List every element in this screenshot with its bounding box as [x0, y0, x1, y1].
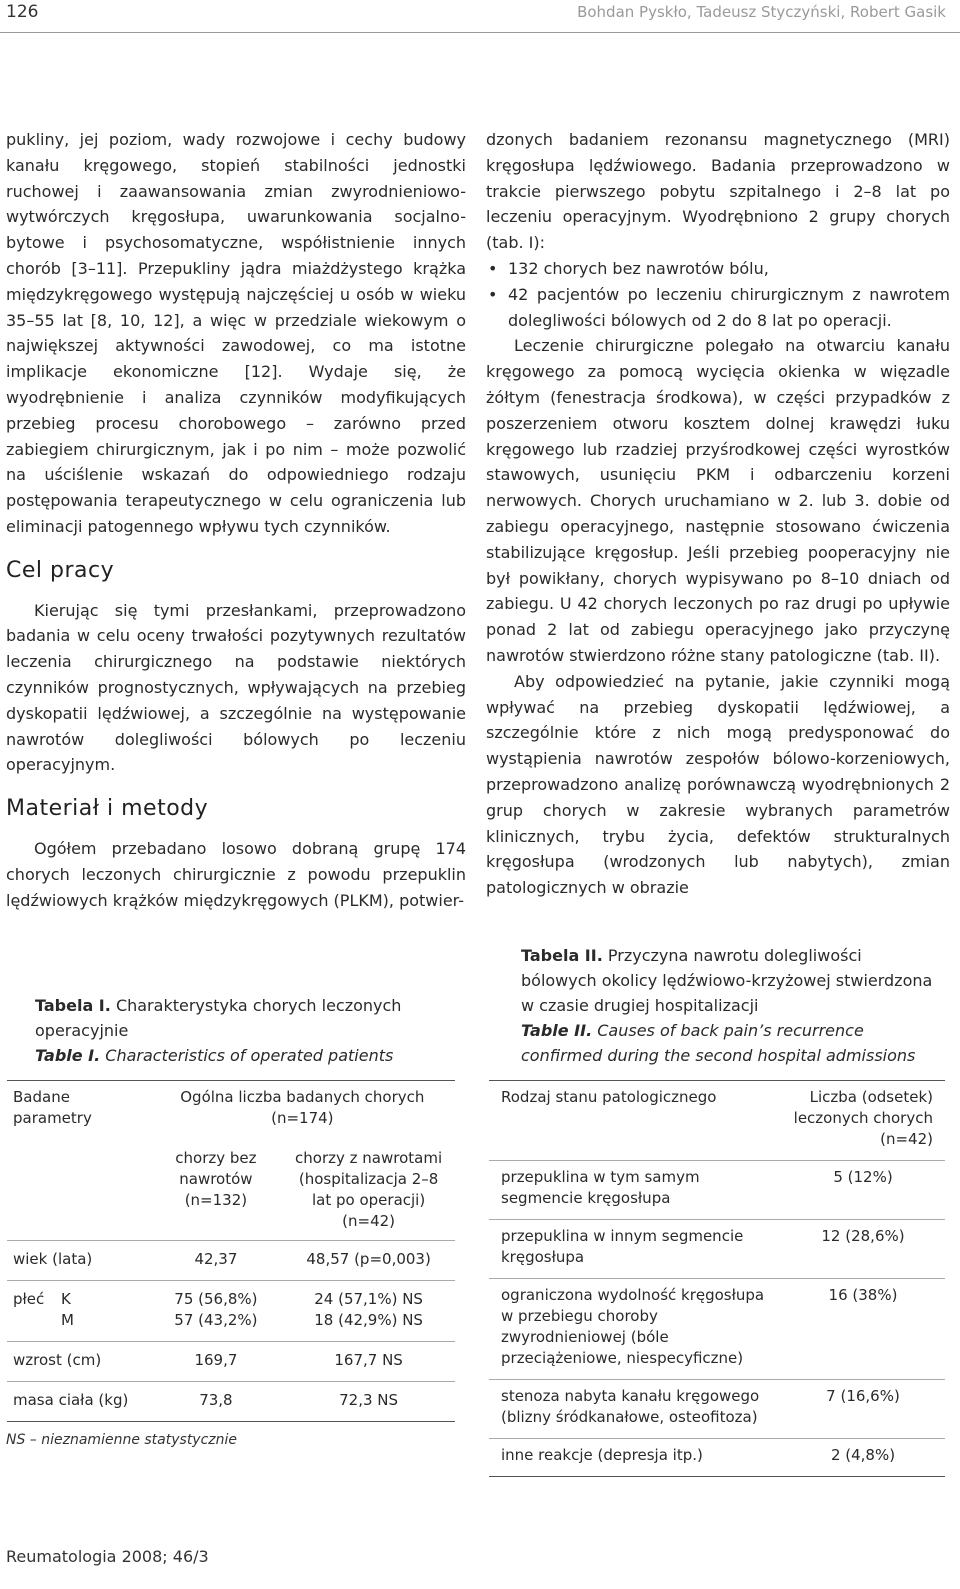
page-number: 126 [6, 2, 39, 22]
table-header: chorzy bez nawrotów (n=132) [175, 1149, 257, 1209]
table-row: ograniczona wydolność kręgosłupa w przebiegu choroby zwyrodnieniowej (bóle przeciążeniowe, niespecyficzne) 16 (38%) [489, 1279, 945, 1380]
group-list [486, 256, 950, 333]
section-heading-methods: Materiał i metody [6, 796, 209, 822]
analysis-paragraph: Aby odpowiedzieć na pytanie, jakie czynniki mogą wpływać na przebieg dyskopatii lędźwiowej, a szczególnie które z nich mogą predysponować do wystąpienia nawrotów zespołów bólowo-korzeniowych, przeprowadzono analizę porównawczą wyodrębnionych 2 grup chorych w zakresie wybranych parametrów klinicznych, trybu życia, defektów strukturalnych kręgosłupa (wrodzonych lub nabytych), zmian patologicznych w obrazie [486, 671, 950, 898]
table-header: Badane parametry [13, 1088, 92, 1127]
list-item: • 132 chorych bez nawrotów bólu, [488, 258, 769, 278]
table2-caption: Tabela II. Przyczyna nawrotu dolegliwości bólowych okolicy lędźwiowo-krzyżowej stwierdzona w czasie drugiej hospitalizacji Table II. Causes of back pain’s recurrence confirmed during the second hospital admissions [521, 946, 933, 1065]
table-header: chorzy z nawrotami (hospitalizacja 2–8 lat po operacji) (n=42) [295, 1149, 443, 1230]
left-column [6, 127, 466, 913]
surgery-paragraph: Leczenie chirurgiczne polegało na otwarciu kanału kręgowego za pomocą wycięcia okienka w więzadle żółtym (fenestracja środkowa), w części przypadków z poszerzeniem otworu kosztem dolnej krawędzi łuku kręgowego lub rzadziej przyśrodkowej części wyrostków stawowych, usunięciu PKM i odbarczeniu korzeni nerwowych. Chorych uruchamiano w 2. lub 3. dobie od zabiegu operacyjnego, następnie stosowano ćwiczenia stabilizujące kręgosłup. Jeśli przebieg pooperacyjny nie był powikłany, chorych wypisywano po 8–10 dniach od zabiegu. U 42 chorych leczonych po raz drugi po upływie ponad 2 lat od zabiegu operacyjnego jako przyczynę nawrotów stwierdzono różne stany patologiczne (tab. II). [486, 336, 950, 665]
list-item: • 42 pacjentów po leczeniu chirurgicznym z nawrotem dolegliwości bólowych od 2 do 8 lat po operacji. [488, 284, 950, 330]
table-row: przepuklina w tym samym segmencie kręgosłupa 5 (12%) [489, 1161, 945, 1220]
aim-paragraph: Kierując się tymi przesłankami, przeprowadzono badania w celu oceny trwałości pozytywnych rezultatów leczenia chirurgicznego na podstawie niektórych czynników prognostycznych, wpływających na przebieg dyskopatii lędźwiowej, a szczególnie na występowanie nawrotów dolegliwości bólowych po leczeniu operacyjnym. [6, 600, 466, 775]
table-row: stenoza nabyta kanału kręgowego (blizny śródkanałowe, osteofitoza) 7 (16,6%) [489, 1380, 945, 1439]
running-authors: Bohdan Pyskło, Tadeusz Styczyński, Robert Gasik [577, 3, 946, 21]
table-header: Rodzaj stanu patologicznego [501, 1088, 717, 1106]
section-heading-aim: Cel pracy [6, 557, 115, 583]
page-header [0, 0, 960, 36]
table-header: Ogólna liczba badanych chorych (n=174) [180, 1088, 425, 1127]
methods-paragraph: Ogółem przebadano losowo dobraną grupę 174 chorych leczonych chirurgicznie z powodu przepuklin lędźwiowych krążków międzykręgowych (PLKM), potwier- [6, 838, 466, 910]
table-row: wzrost (cm) 169,7 167,7 NS [7, 1342, 455, 1382]
table-header: Liczba (odsetek) leczonych chorych (n=42) [793, 1088, 933, 1148]
methods-continued-paragraph: dzonych badaniem rezonansu magnetycznego (MRI) kręgosłupa lędźwiowego. Badania przeprowadzono w trakcie pierwszego pobytu szpitalnego i 2–8 lat po leczeniu operacyjnym. Wyodrębniono 2 grupy chorych (tab. I): [486, 130, 950, 253]
right-column [486, 127, 950, 901]
table-recurrence-causes [489, 1080, 945, 1477]
header-rule [0, 32, 960, 33]
table-patient-characteristics [7, 1080, 455, 1422]
table-row: masa ciała (kg) 73,8 72,3 NS [7, 1382, 455, 1422]
table-row: inne reakcje (depresja itp.) 2 (4,8%) [489, 1439, 945, 1477]
table-row: wiek (lata) 42,37 48,57 (p=0,003) [7, 1241, 455, 1281]
table1-caption: Tabela I. Charakterystyka chorych leczonych operacyjnie Table I. Characteristics of operated patients [35, 996, 402, 1065]
intro-paragraph: pukliny, jej poziom, wady rozwojowe i cechy budowy kanału kręgowego, stopień stabilności jednostki ruchowej i zaawansowania zmian zwyrodnieniowo-wytwórczych kręgosłupa, uwarunkowania socjalno-bytowe i psychosomatyczne, współistnienie innych chorób [3–11]. Przepukliny jądra miażdżystego krążka międzykręgowego występują najczęściej u osób w wieku 35–55 lat [8, 10, 12], a więc w przedziale wiekowym o największej aktywności zawodowej, co ma istotne implikacje ekonomiczne [12]. Wydaje się, że wyodrębnienie i analiza czynników modyfikujących przebieg procesu chorobowego – zarówno przed zabiegiem chirurgicznym, jak i po nim – może pozwolić na uściślenie wskazań do odpowiedniego rodzaju postępowania terapeutycznego w celu ograniczenia lub eliminacji patogennego wpływu tych czynników. [6, 130, 466, 536]
journal-footer: Reumatologia 2008; 46/3 [6, 1547, 209, 1566]
table1-footnote: NS – nieznamienne statystycznie [6, 1432, 238, 1448]
table-row: przepuklina w innym segmencie kręgosłupa 12 (28,6%) [489, 1220, 945, 1279]
table-row: płeć K M 75 (56,8%) 57 (43,2%) 24 (57,1%) NS 18 (42,9%) NS [7, 1281, 455, 1342]
